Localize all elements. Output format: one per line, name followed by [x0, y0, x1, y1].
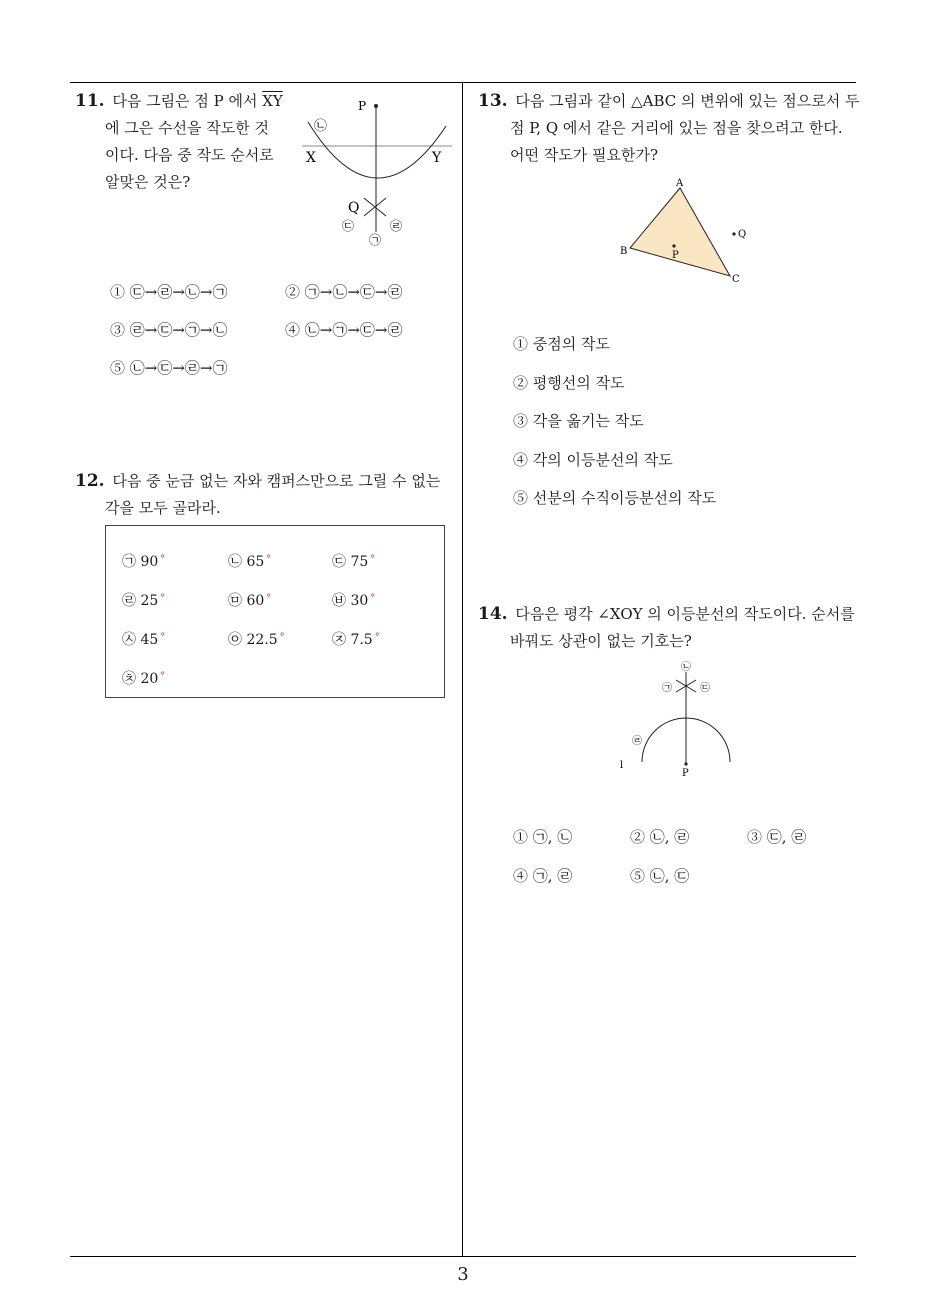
q11-label-x: X — [306, 150, 316, 166]
q12-angle-9[interactable]: ㉨ 7.5 ° — [332, 632, 380, 648]
bottom-rule — [70, 1256, 856, 1257]
q14-option-4[interactable]: ④ ㉠, ㉣ — [513, 867, 573, 885]
q11-line-2: 에 그은 수선을 작도한 것 — [105, 119, 269, 137]
q14-label-l: l — [620, 760, 624, 771]
q14-text-1: 다음은 평각 ∠XOY 의 이등분선의 작도이다. 순서를 — [515, 605, 855, 623]
q11-option-2[interactable]: ② ㉠→㉡→㉢→㉣ — [285, 283, 403, 301]
q11-option-1[interactable]: ① ㉢→㉣→㉡→㉠ — [110, 283, 228, 301]
q11-number: 11. — [75, 91, 105, 111]
q13-triangle — [630, 188, 730, 276]
q13-option-2[interactable]: ② 평행선의 작도 — [513, 374, 625, 392]
q11-mark-3: ㉢ — [342, 219, 355, 233]
q11-option-4[interactable]: ④ ㉡→㉠→㉢→㉣ — [285, 321, 403, 339]
q12-angle-2[interactable]: ㉡ 65 ° — [228, 554, 272, 570]
q13-number: 13. — [478, 91, 508, 111]
q13-label-p: P — [672, 250, 679, 261]
q11-label-y: Y — [432, 150, 442, 166]
page-number: 3 — [457, 1264, 469, 1285]
q11-segment: $\overline{XY}$ — [262, 92, 283, 110]
q13-figure — [614, 174, 754, 288]
q11-mark-1: ㉠ — [369, 233, 382, 247]
q13-label-q: Q — [738, 229, 747, 240]
q13-option-4[interactable]: ④ 각의 이등분선의 작도 — [513, 451, 673, 469]
q11-mark-4: ㉣ — [390, 219, 403, 233]
q12-angle-6[interactable]: ㉥ 30 ° — [332, 593, 376, 609]
q14-option-5[interactable]: ⑤ ㉡, ㉢ — [630, 867, 690, 885]
q12-line-2: 각을 모두 골라라. — [105, 499, 221, 517]
q13-line-2: 점 P, Q 에서 같은 거리에 있는 점을 찾으려고 한다. — [510, 119, 843, 137]
q11-line-3: 이다. 다음 중 작도 순서로 — [105, 146, 274, 164]
q12-angle-8[interactable]: ㉧ 22.5 ° — [228, 632, 285, 648]
q12-angle-10[interactable]: ㉩ 20 ° — [122, 671, 166, 687]
column-divider — [462, 82, 463, 1256]
q14-number: 14. — [478, 604, 508, 624]
q14-line-1 — [478, 601, 855, 628]
q11-figure — [296, 92, 456, 252]
q14-option-3[interactable]: ③ ㉢, ㉣ — [747, 828, 807, 846]
q11-line-1 — [75, 88, 283, 115]
q14-mark-arc: ㉣ — [632, 736, 642, 747]
q13-option-5[interactable]: ⑤ 선분의 수직이등분선의 작도 — [513, 489, 717, 507]
q14-line-2: 바꿔도 상관이 없는 기호는? — [510, 632, 692, 650]
q14-point-p — [684, 762, 687, 765]
q12-angle-1[interactable]: ㉠ 90 ° — [122, 554, 166, 570]
q11-line-4: 알맞은 것은? — [105, 173, 191, 191]
q14-option-1[interactable]: ① ㉠, ㉡ — [513, 828, 573, 846]
top-rule — [70, 82, 856, 83]
q14-option-2[interactable]: ② ㉡, ㉣ — [630, 828, 690, 846]
q11-point-p — [374, 104, 378, 108]
q11-option-5[interactable]: ⑤ ㉡→㉢→㉣→㉠ — [110, 359, 228, 377]
q11-mark-2: ㉡ — [314, 119, 328, 134]
q13-text-1: 다음 그림과 같이 △ABC 의 변위에 있는 점으로서 두 — [515, 92, 860, 110]
q11-option-3[interactable]: ③ ㉣→㉢→㉠→㉡ — [110, 321, 228, 339]
q12-angle-7[interactable]: ㉦ 45 ° — [122, 632, 166, 648]
q13-option-1[interactable]: ① 중점의 작도 — [513, 335, 610, 353]
q11-text-1: 다음 그림은 점 P 에서 — [112, 92, 258, 110]
q12-angle-box — [105, 525, 445, 698]
q12-angle-4[interactable]: ㉣ 25 ° — [122, 593, 166, 609]
q13-line-3: 어떤 작도가 필요한가? — [510, 146, 658, 164]
q13-line-1 — [478, 88, 859, 115]
q12-line-1 — [75, 468, 440, 495]
q11-label-q: Q — [348, 200, 360, 216]
q11-label-p: P — [358, 99, 367, 113]
q13-option-3[interactable]: ③ 각을 옮기는 작도 — [513, 412, 644, 430]
q14-mark-right: ㉢ — [700, 683, 710, 694]
q14-figure — [614, 658, 744, 780]
q13-point-q — [732, 232, 735, 235]
q12-text-1: 다음 중 눈금 없는 자와 캠퍼스만으로 그릴 수 없는 — [112, 472, 441, 490]
q12-angle-5[interactable]: ㉤ 60 ° — [228, 593, 272, 609]
q13-label-a: A — [676, 178, 684, 189]
q11-arc — [308, 122, 446, 178]
q14-label-p: P — [682, 768, 689, 779]
q13-label-b: B — [620, 246, 628, 257]
q13-label-c: C — [732, 274, 740, 285]
q13-point-p — [672, 244, 675, 247]
q12-number: 12. — [75, 471, 105, 491]
q14-mark-left: ㉠ — [662, 683, 672, 694]
q12-angle-3[interactable]: ㉢ 75 ° — [332, 554, 376, 570]
q14-mark-top: ㉡ — [681, 662, 691, 673]
